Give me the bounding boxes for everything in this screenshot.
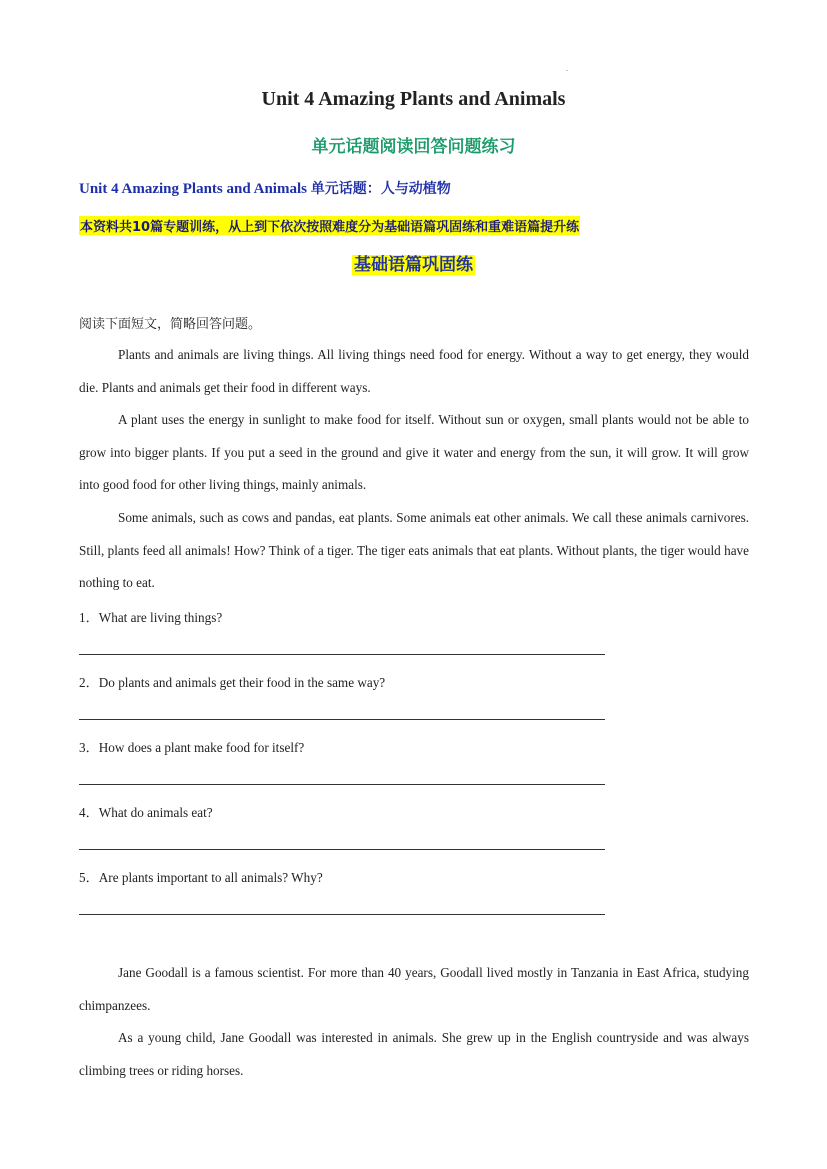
section-heading-text: 基础语篇巩固练: [354, 255, 473, 275]
passage2-paragraph-2: As a young child, Jane Goodall was interested in animals. She grew up in the English countryside and was always climbing trees or riding horses.: [79, 1030, 749, 1078]
unit-topic: [79, 178, 451, 198]
passage2-paragraph-1: Jane Goodall is a famous scientist. For more than 40 years, Goodall lived mostly in Tanzania in East Africa, studying chimpanzees.: [79, 965, 749, 1013]
passage1-paragraph-2: A plant uses the energy in sunlight to make food for itself. Without sun or oxygen, small plants would not be able to grow into bigger plants. If you put a seed in the ground and give it water and energy from the sun, it will grow. It will grow into good food for other living things, mainly animals.: [79, 412, 749, 492]
unit-topic-cn: 单元话题：人与动植物: [310, 181, 451, 197]
unit-topic-en: Unit 4 Amazing Plants and Animals: [79, 181, 307, 197]
question-4: 4．What do animals eat?: [79, 805, 213, 820]
answer-line-5[interactable]: [79, 914, 605, 915]
question-5: 5．Are plants important to all animals? Why?: [79, 870, 323, 885]
document-title: Unit 4 Amazing Plants and Animals: [261, 88, 566, 110]
document-subtitle: 单元话题阅读回答问题练习: [311, 137, 516, 157]
answer-line-2[interactable]: [79, 719, 605, 720]
passage1-paragraph-1: Plants and animals are living things. All living things need food for energy. Without a way to get energy, they would die. Plants and animals get their food in different ways.: [79, 347, 749, 395]
question-2: 2．Do plants and animals get their food in the same way?: [79, 675, 386, 690]
answer-line-4[interactable]: [79, 849, 605, 850]
answer-line-1[interactable]: [79, 654, 605, 655]
section-heading: [0, 250, 827, 275]
highlighted-note: 本资料共10篇专题训练，从上到下依次按照难度分为基础语篇巩固练和重难语篇提升练: [79, 216, 580, 235]
instruction: 阅读下面短文，简略回答问题。: [79, 317, 262, 332]
question-3: 3．How does a plant make food for itself?: [79, 740, 305, 755]
passage1-paragraph-3: Some animals, such as cows and pandas, eat plants. Some animals eat other animals. We call these animals carnivores. Still, plants feed all animals! How? Think of a tiger. The tiger eats animals that eat plants. Without plants, the tiger would have nothing to eat.: [79, 510, 749, 590]
page-marker: .: [566, 64, 568, 73]
answer-line-3[interactable]: [79, 784, 605, 785]
question-1: 1．What are living things?: [79, 610, 223, 625]
